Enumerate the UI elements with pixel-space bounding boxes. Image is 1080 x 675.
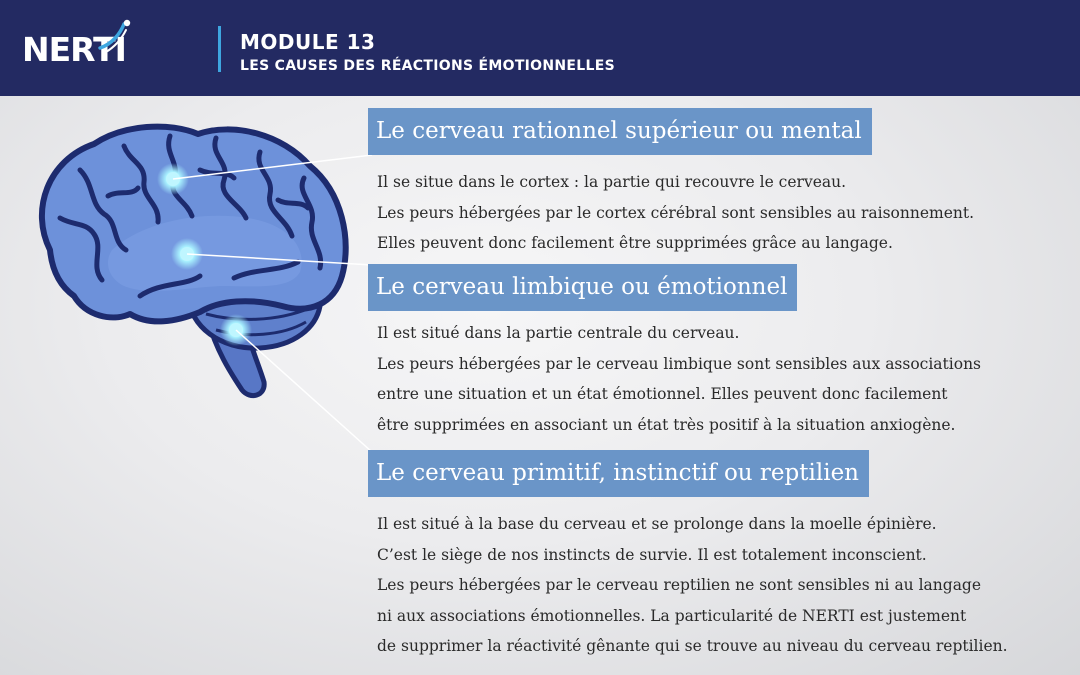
header-bar <box>0 0 1080 96</box>
nerti-logo <box>22 24 142 76</box>
text-line: Les peurs hébergées par le cerveau reptilien ne sont sensibles ni au langage <box>377 576 982 594</box>
module-title: LES CAUSES DES RÉACTIONS ÉMOTIONNELLES <box>240 58 615 74</box>
module-number: MODULE 13 <box>240 30 376 54</box>
text-line: Il se situe dans le cortex : la partie qui recouvre le cerveau. <box>377 173 847 191</box>
logo-swoosh-icon <box>94 18 134 58</box>
text-line: C’est le siège de nos instincts de survie. Il est totalement inconscient. <box>377 545 927 564</box>
section-text-limbic <box>377 318 981 440</box>
text-line: de supprimer la réactivité gênante qui se trouve au niveau du cerveau reptilien. <box>377 637 1008 655</box>
section-text-reptilian <box>377 509 1008 662</box>
text-line: ni aux associations émotionnelles. La particularité de NERTI est justement <box>377 606 967 625</box>
section-title-limbic: Le cerveau limbique ou émotionnel <box>368 264 797 311</box>
text-line: Elles peuvent donc facilement être supprimées grâce au langage. <box>377 234 893 252</box>
logo-text: NERTI <box>22 30 126 69</box>
text-line: Les peurs hébergées par le cerveau limbique sont sensibles aux associations <box>377 354 982 373</box>
header-divider <box>218 26 221 72</box>
text-line: Il est situé dans la partie centrale du cerveau. <box>377 324 740 342</box>
text-line: entre une situation et un état émotionnel. Elles peuvent donc facilement <box>377 385 948 403</box>
text-line: Les peurs hébergées par le cortex cérébral sont sensibles au raisonnement. <box>377 203 975 222</box>
section-title-rational: Le cerveau rationnel supérieur ou mental <box>368 108 872 155</box>
section-title-reptilian: Le cerveau primitif, instinctif ou reptilien <box>368 450 869 497</box>
brain-illustration <box>20 100 360 420</box>
section-text-rational <box>377 167 974 259</box>
text-line: être supprimées en associant un état très positif à la situation anxiogène. <box>377 415 956 434</box>
text-line: Il est situé à la base du cerveau et se prolonge dans la moelle épinière. <box>377 515 937 533</box>
